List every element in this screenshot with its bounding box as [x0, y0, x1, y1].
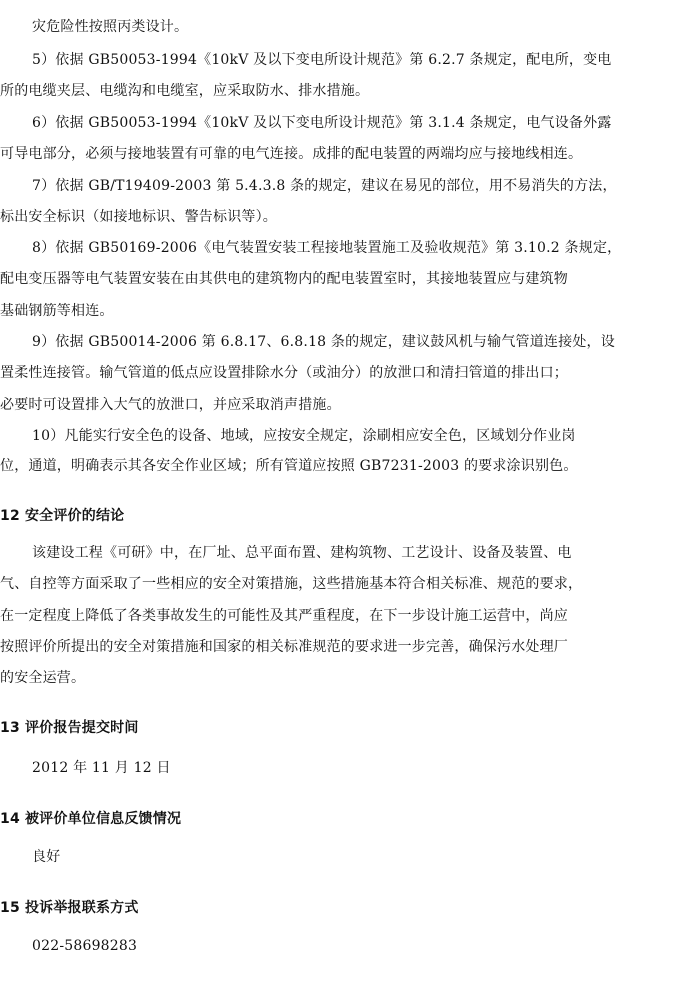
paragraph-line: 配电变压器等电气装置安装在由其供电的建筑物内的配电装置室时，其接地装置应与建筑物 [0, 271, 568, 287]
paragraph-line: 6）依据 GB50053-1994《10kV 及以下变电所设计规范》第 3.1.4 条规定，电气设备外露 [32, 115, 612, 131]
paragraph-line: 该建设工程《可研》中，在厂址、总平面布置、建构筑物、工艺设计、设备及装置、电 [32, 545, 572, 561]
paragraph-line: 8）依据 GB50169-2006《电气装置安装工程接地装置施工及验收规范》第 3.10.2 条规定， [32, 240, 622, 256]
paragraph-line: 必要时可设置排入大气的放泄口，并应采取消声措施。 [0, 397, 341, 413]
paragraph-line: 灾危险性按照丙类设计。 [32, 19, 189, 35]
paragraph-line: 置柔性连接管。输气管道的低点应设置排除水分（或油分）的放泄口和清扫管道的排出口； [0, 365, 568, 381]
paragraph-line: 基础钢筋等相连。 [0, 303, 114, 319]
paragraph-line: 所的电缆夹层、电缆沟和电缆室，应采取防水、排水措施。 [0, 83, 370, 99]
paragraph-line: 标出安全标识（如接地标识、警告标识等）。 [0, 209, 277, 225]
paragraph-line: 在一定程度上降低了各类事故发生的可能性及其严重程度，在下一步设计施工运营中，尚应 [0, 608, 568, 624]
section-heading-12: 12 安全评价的结论 [0, 508, 125, 524]
section-heading-15: 15 投诉举报联系方式 [0, 900, 139, 916]
paragraph-line: 9）依据 GB50014-2006 第 6.8.17、6.8.18 条的规定，建议鼓风机与输气管道连接处，设 [32, 334, 615, 350]
paragraph-line: 5）依据 GB50053-1994《10kV 及以下变电所设计规范》第 6.2.7 条规定，配电所，变电 [32, 52, 612, 68]
paragraph-line: 10）凡能实行安全色的设备、地域，应按安全规定，涂刷相应安全色，区域划分作业岗 [32, 428, 576, 444]
paragraph-line: 气、自控等方面采取了一些相应的安全对策措施，这些措施基本符合相关标准、规范的要求， [0, 576, 583, 592]
section-heading-13: 13 评价报告提交时间 [0, 720, 139, 736]
paragraph-line: 7）依据 GB/T19409-2003 第 5.4.3.8 条的规定，建议在易见的部位，用不易消失的方法， [32, 178, 617, 194]
section-heading-14: 14 被评价单位信息反馈情况 [0, 811, 182, 827]
paragraph-line: 位，通道，明确表示其各安全作业区域；所有管道应按照 GB7231-2003 的要求涂识别色。 [0, 458, 578, 474]
submission-date: 2012 年 11 月 12 日 [32, 760, 171, 776]
paragraph-line: 按照评价所提出的安全对策措施和国家的相关标准规范的要求进一步完善，确保污水处理厂 [0, 639, 568, 655]
contact-phone: 022-58698283 [32, 938, 138, 954]
paragraph-line: 可导电部分，必须与接地装置有可靠的电气连接。成排的配电装置的两端均应与接地线相连。 [0, 146, 583, 162]
feedback-status: 良好 [32, 849, 61, 865]
paragraph-line: 的安全运营。 [0, 670, 86, 686]
